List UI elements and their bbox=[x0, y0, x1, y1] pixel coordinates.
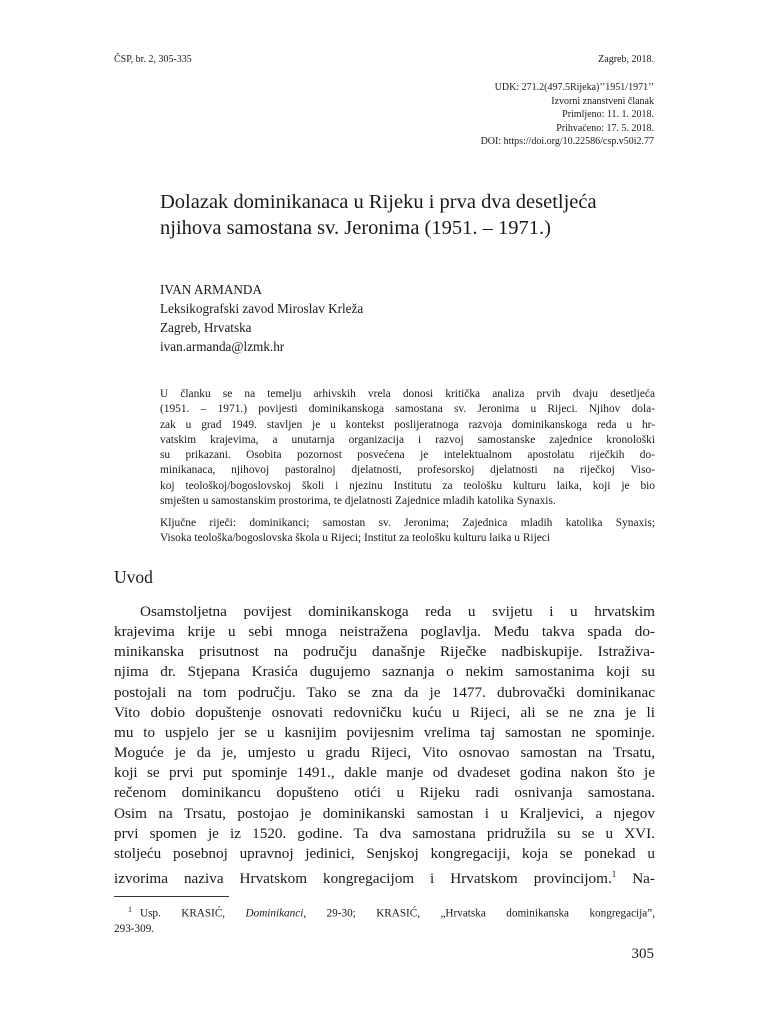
abstract-line: smješten u samostanskim prostorima, te djelatnosti Zajednice mladih katolika Synaxis. bbox=[160, 495, 556, 508]
footnote-italic: Dominikanci bbox=[245, 907, 304, 920]
body-line: njima dr. Stjepana Krasića dugujemo saznanja o nekim samostanima koji su bbox=[114, 663, 655, 681]
abstract-line: koj teološkoj/bogoslovskoj školi i njezinu Institutu za teološku kulturu laika, koji je bio bbox=[160, 479, 655, 492]
body-line: Osim na Trsatu, postojao je dominikanski samostan i u Kraljevici, a njegov bbox=[114, 804, 655, 822]
body-line: Osamstoljetna povijest dominikanskoga reda u svijetu i u hrvatskim bbox=[140, 603, 655, 620]
abstract-line: vatskim krajevima, a unutarnja organizacija i razvoj samostanske zajednice kronološki bbox=[160, 433, 655, 446]
abstract-line: zak u grad 1949. stavljen je u kontekst poslijeratnoga razvoja dominikanskoga reda u hr- bbox=[160, 418, 655, 431]
doi-link[interactable]: DOI: https://doi.org/10.22586/csp.v50i2.77 bbox=[480, 136, 654, 147]
body-line-text: izvorima naziva Hrvatskom kongregacijom i Hrvatskom provincijom. bbox=[114, 870, 612, 888]
footnote-mark: 1 bbox=[128, 905, 132, 914]
abstract-line: minikanaca, njihovoj pastoralnoj djelatnosti, profesorskoj djelatnosti na riječkoj Viso- bbox=[160, 464, 655, 477]
body-line: mu to uspjelo jer se u kasnijim povijesnim vrelima taj samostan ne spominje. bbox=[114, 723, 655, 741]
body-text bbox=[114, 602, 655, 889]
received-date: Primljeno: 11. 1. 2018. bbox=[562, 109, 654, 120]
body-line: prvi spomen je iz 1520. godine. Ta dva samostana pridružila su se u XVI. bbox=[114, 824, 655, 842]
body-line-tail: Na- bbox=[616, 870, 655, 888]
keywords-line: Visoka teološka/bogoslovska škola u Rijeci; Institut za teološku kulturu laika u Rijeci bbox=[160, 532, 551, 545]
keywords bbox=[160, 516, 655, 547]
body-line: rečenom dominikancu dopušteno otići u Rijeku radi osnivanja samostana. bbox=[114, 784, 655, 802]
title-line: njihova samostana sv. Jeronima (1951. – 1971.) bbox=[160, 217, 551, 239]
footnote-ref[interactable]: 1 bbox=[611, 869, 617, 880]
body-line: Vito dobio dopuštenje osnovati redovničku kuću u Rijeci, ali se ne zna je li bbox=[114, 703, 655, 721]
abstract-line: U članku se na temelju arhivskih vrela donosi kritička analiza prvih dvaju desetljeća bbox=[160, 388, 655, 400]
place-year: Zagreb, 2018. bbox=[598, 54, 654, 65]
article-metadata bbox=[481, 81, 654, 149]
title-line: Dolazak dominikanaca u Rijeku i prva dva desetljeća bbox=[160, 191, 597, 213]
page-number: 305 bbox=[631, 946, 654, 962]
abstract-line: su prikazani. Osobita pozornost posvećena je intelektualnom apostolatu riječkih do- bbox=[160, 449, 655, 462]
body-line: stoljeću posebnoj upravnoj jedinici, Senjskoj kongregaciji, koja se ponekad u bbox=[114, 844, 655, 862]
footnote-post: , 29-30; KRASIĆ, „Hrvatska dominikanska kongregacija”, bbox=[303, 907, 655, 920]
footnote-line: 293-309. bbox=[114, 922, 155, 935]
journal-citation: ČSP, br. 2, 305-335 bbox=[114, 54, 192, 65]
article-title bbox=[160, 189, 680, 241]
udk-code: UDK: 271.2(497.5Rijeka)’’1951/1971’’ bbox=[494, 82, 654, 93]
author-email[interactable]: ivan.armanda@lzmk.hr bbox=[160, 339, 285, 354]
body-line: Moguće je da je, umjesto u gradu Rijeci, Vito osnovao samostan na Trsatu, bbox=[114, 744, 655, 762]
body-line: postojali na tom području. Tako se zna da je 1477. dubrovački dominikanac bbox=[114, 683, 655, 701]
body-line: krajevima krije u sebi mnoga neistražena poglavlja. Među takva spada do- bbox=[114, 623, 655, 641]
author-name: IVAN ARMANDA bbox=[160, 282, 262, 297]
body-line: koji se prvi put spominje 1491., dakle manje od dvadeset godina nakon što je bbox=[114, 764, 655, 782]
author-block bbox=[160, 280, 363, 356]
footnote-pre: Usp. KRASIĆ, bbox=[140, 907, 246, 920]
abstract-line: (1951. – 1971.) povijesti dominikanskoga samostana sv. Jeronima u Rijeci. Njihov dola- bbox=[160, 403, 655, 416]
footnote-divider bbox=[114, 896, 229, 897]
author-city: Zagreb, Hrvatska bbox=[160, 320, 252, 335]
accepted-date: Prihvaćeno: 17. 5. 2018. bbox=[556, 122, 654, 134]
abstract bbox=[160, 387, 655, 509]
footnote bbox=[114, 902, 655, 937]
keywords-line: Ključne riječi: dominikanci; samostan sv. Jeronima; Zajednica mladih katolika Synaxis; bbox=[160, 517, 655, 529]
author-institution: Leksikografski zavod Miroslav Krleža bbox=[160, 301, 364, 316]
body-line: minikanska prisutnost na području današnje Riječke nadbiskupije. Istraživa- bbox=[114, 643, 655, 661]
section-heading: Uvod bbox=[114, 567, 153, 587]
body-line-last bbox=[114, 864, 655, 889]
footnote-line bbox=[114, 902, 655, 922]
article-type: Izvorni znanstveni članak bbox=[551, 95, 654, 107]
